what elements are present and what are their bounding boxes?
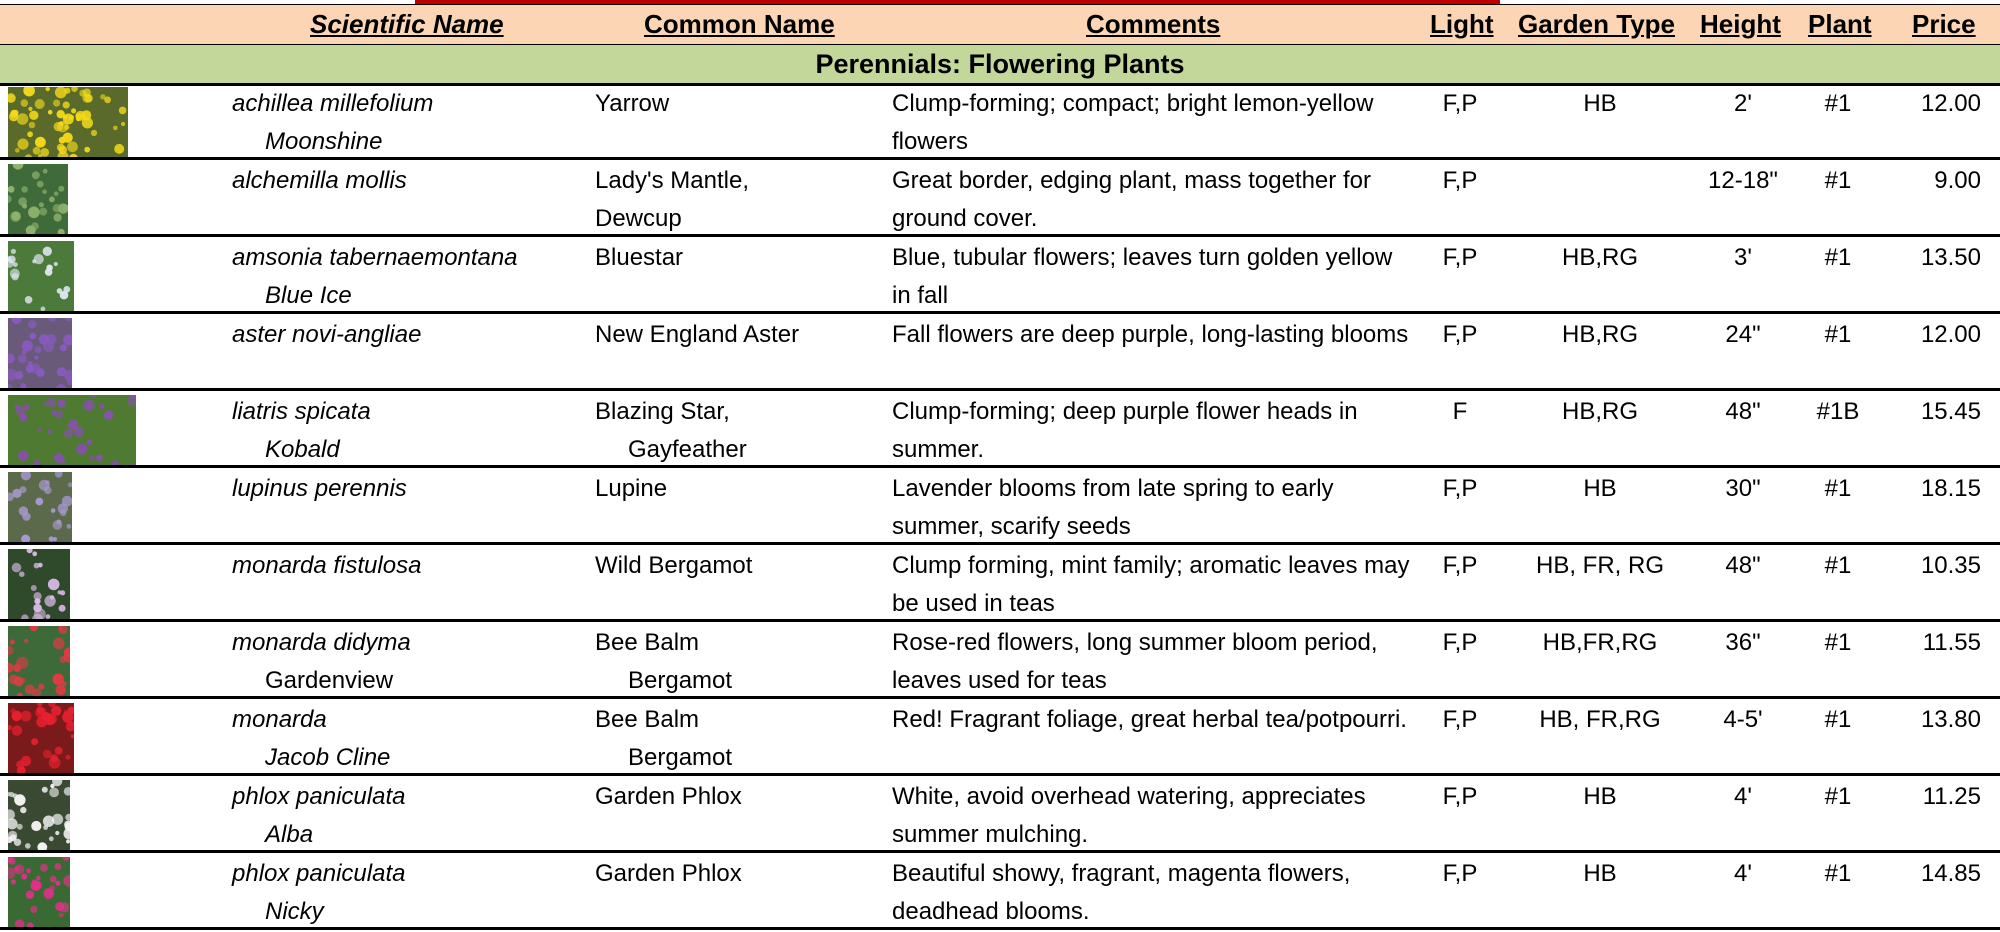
comment-cell: Great border, edging plant, mass together for ground cover. bbox=[892, 167, 1371, 232]
common-name-cell bbox=[595, 316, 799, 354]
light-cell: F,P bbox=[1442, 90, 1478, 117]
pale-blue-flower-photo bbox=[8, 241, 74, 313]
common-name-cell bbox=[595, 547, 752, 585]
header-common-name[interactable]: Common Name bbox=[644, 9, 835, 39]
table-row[interactable] bbox=[0, 701, 2000, 776]
common-name: Lupine bbox=[595, 475, 668, 502]
plant-size-cell: #1 bbox=[1824, 552, 1852, 579]
header-light[interactable]: Light bbox=[1430, 9, 1494, 39]
plant-size-cell: #1 bbox=[1824, 860, 1852, 887]
scientific-name-cell bbox=[232, 470, 407, 508]
scientific-name: monarda fistulosa bbox=[232, 552, 422, 579]
common-name-cell bbox=[595, 701, 732, 776]
scientific-name-cell bbox=[232, 778, 405, 853]
scientific-name: monarda didyma bbox=[232, 629, 411, 656]
height-cell: 4' bbox=[1734, 783, 1752, 810]
common-name-alt: Dewcup bbox=[595, 205, 682, 232]
cultivar-name: Gardenview bbox=[265, 667, 394, 694]
plant-size-cell: #1 bbox=[1824, 167, 1852, 194]
scientific-name: aster novi-angliae bbox=[232, 321, 422, 348]
pink-bergamot-photo bbox=[8, 549, 70, 621]
scientific-name-cell bbox=[232, 701, 390, 776]
header-height[interactable]: Height bbox=[1700, 9, 1781, 39]
scientific-name-cell bbox=[232, 316, 421, 354]
common-name-cell bbox=[595, 624, 732, 699]
header-garden-type[interactable]: Garden Type bbox=[1518, 9, 1676, 39]
header-scientific-name[interactable]: Scientific Name bbox=[310, 9, 504, 39]
comment-cell: Red! Fragrant foliage, great herbal tea/potpourri. bbox=[892, 706, 1407, 733]
header-plant[interactable]: Plant bbox=[1808, 9, 1872, 39]
scientific-name-cell bbox=[232, 547, 421, 585]
height-cell: 24" bbox=[1725, 321, 1761, 348]
red-flower-photo bbox=[8, 703, 74, 775]
light-cell: F,P bbox=[1442, 706, 1478, 733]
scientific-name: phlox paniculata bbox=[232, 860, 406, 887]
price-cell: 13.50 bbox=[1920, 244, 1981, 271]
column-header-row bbox=[0, 4, 2000, 45]
scientific-name: alchemilla mollis bbox=[232, 167, 407, 194]
section-header-row bbox=[0, 44, 2000, 86]
common-name-cell bbox=[595, 778, 742, 816]
scientific-name-cell bbox=[232, 239, 518, 314]
cultivar-name: Moonshine bbox=[265, 128, 383, 155]
light-cell: F,P bbox=[1442, 629, 1478, 656]
plant-size-cell: #1 bbox=[1824, 706, 1852, 733]
yellow-flower-photo bbox=[8, 87, 128, 159]
light-cell: F,P bbox=[1442, 244, 1478, 271]
comment-cell: Clump forming, mint family; aromatic leaves may be used in teas bbox=[892, 552, 1410, 617]
light-cell: F,P bbox=[1442, 860, 1478, 887]
common-name-cell bbox=[595, 393, 747, 468]
comment-cell: Clump-forming; deep purple flower heads in summer. bbox=[892, 398, 1358, 463]
common-name: Garden Phlox bbox=[595, 860, 742, 887]
common-name: New England Aster bbox=[595, 321, 800, 348]
common-name: Bluestar bbox=[595, 244, 684, 271]
garden-type-cell: HB bbox=[1583, 475, 1617, 502]
common-name: Bee Balm bbox=[595, 629, 700, 656]
cultivar-name: Blue Ice bbox=[265, 282, 352, 309]
table-row[interactable] bbox=[0, 547, 2000, 622]
price-cell: 12.00 bbox=[1920, 321, 1981, 348]
scientific-name: lupinus perennis bbox=[232, 475, 407, 502]
price-cell: 13.80 bbox=[1920, 706, 1981, 733]
plant-size-cell: #1 bbox=[1824, 90, 1852, 117]
garden-type-cell: HB,RG bbox=[1561, 398, 1638, 425]
height-cell: 12-18" bbox=[1708, 167, 1778, 194]
garden-type-cell: HB,FR,RG bbox=[1542, 629, 1658, 656]
common-name-cell bbox=[595, 85, 669, 123]
common-name: Bee Balm bbox=[595, 706, 700, 733]
light-cell: F,P bbox=[1442, 552, 1478, 579]
height-cell: 48" bbox=[1725, 398, 1761, 425]
magenta-phlox-photo bbox=[8, 857, 70, 929]
scientific-name: amsonia tabernaemontana bbox=[232, 244, 518, 271]
light-cell: F,P bbox=[1442, 783, 1478, 810]
height-cell: 3' bbox=[1734, 244, 1752, 271]
garden-type-cell: HB bbox=[1583, 783, 1617, 810]
rose-red-flower-photo bbox=[8, 626, 70, 698]
common-name: Lady's Mantle, bbox=[595, 167, 749, 194]
common-name: Blazing Star, bbox=[595, 398, 730, 425]
comment-cell: Beautiful showy, fragrant, magenta flowers, deadhead blooms. bbox=[892, 860, 1351, 925]
comment-cell: Blue, tubular flowers; leaves turn golden yellow in fall bbox=[892, 244, 1393, 309]
cultivar-name: Alba bbox=[265, 821, 314, 848]
header-comments[interactable]: Comments bbox=[1086, 9, 1221, 39]
plant-size-cell: #1 bbox=[1824, 321, 1852, 348]
scientific-name: liatris spicata bbox=[232, 398, 371, 425]
height-cell: 4-5' bbox=[1723, 706, 1763, 733]
plant-size-cell: #1B bbox=[1816, 398, 1860, 425]
cultivar-name: Kobald bbox=[265, 436, 340, 463]
comment-cell: Fall flowers are deep purple, long-lasting blooms bbox=[892, 321, 1409, 348]
common-name-alt: Gayfeather bbox=[628, 436, 747, 463]
scientific-name-cell bbox=[232, 855, 405, 930]
purple-aster-photo bbox=[8, 318, 72, 390]
table-row[interactable] bbox=[0, 316, 2000, 391]
table-row[interactable] bbox=[0, 778, 2000, 853]
common-name-cell bbox=[595, 162, 749, 237]
common-name-cell bbox=[595, 239, 683, 277]
price-cell: 10.35 bbox=[1920, 552, 1981, 579]
price-cell: 11.25 bbox=[1922, 783, 1981, 810]
header-price[interactable]: Price bbox=[1912, 9, 1976, 39]
white-phlox-photo bbox=[8, 780, 70, 852]
plant-size-cell: #1 bbox=[1824, 244, 1852, 271]
section-title: Perennials: Flowering Plants bbox=[815, 49, 1185, 79]
garden-type-cell: HB,RG bbox=[1561, 321, 1638, 348]
common-name-cell bbox=[595, 470, 667, 508]
common-name-alt: Bergamot bbox=[628, 667, 733, 694]
scientific-name-cell bbox=[232, 393, 371, 468]
height-cell: 36" bbox=[1725, 629, 1761, 656]
comment-cell: Lavender blooms from late spring to early summer, scarify seeds bbox=[892, 475, 1334, 540]
green-leaf-photo bbox=[8, 164, 68, 236]
light-cell: F bbox=[1452, 398, 1468, 425]
light-cell: F,P bbox=[1442, 167, 1478, 194]
table-row[interactable] bbox=[0, 239, 2000, 314]
plant-size-cell: #1 bbox=[1824, 475, 1852, 502]
table-row[interactable] bbox=[0, 85, 2000, 160]
table-row[interactable] bbox=[0, 470, 2000, 545]
scientific-name-cell bbox=[232, 85, 433, 160]
plant-size-cell: #1 bbox=[1824, 783, 1852, 810]
garden-type-cell: HB bbox=[1583, 90, 1617, 117]
common-name: Garden Phlox bbox=[595, 783, 742, 810]
price-cell: 18.15 bbox=[1920, 475, 1981, 502]
scientific-name-cell bbox=[232, 624, 411, 699]
scientific-name: phlox paniculata bbox=[232, 783, 406, 810]
lavender-lupine-photo bbox=[8, 472, 72, 544]
light-cell: F,P bbox=[1442, 475, 1478, 502]
height-cell: 30" bbox=[1725, 475, 1761, 502]
common-name: Yarrow bbox=[595, 90, 670, 117]
common-name: Wild Bergamot bbox=[595, 552, 753, 579]
comment-cell: White, avoid overhead watering, appreciates summer mulching. bbox=[892, 783, 1366, 848]
common-name-cell bbox=[595, 855, 742, 893]
scientific-name-cell bbox=[232, 162, 407, 200]
height-cell: 2' bbox=[1734, 90, 1752, 117]
price-cell: 11.55 bbox=[1922, 629, 1981, 656]
table-row[interactable] bbox=[0, 393, 2000, 468]
height-cell: 48" bbox=[1725, 552, 1761, 579]
table-row[interactable] bbox=[0, 855, 2000, 930]
comment-cell: Rose-red flowers, long summer bloom period, leaves used for teas bbox=[892, 629, 1378, 694]
common-name-alt: Bergamot bbox=[628, 744, 733, 771]
plant-size-cell: #1 bbox=[1824, 629, 1852, 656]
price-cell: 14.85 bbox=[1920, 860, 1981, 887]
purple-spike-photo bbox=[8, 395, 136, 467]
garden-type-cell: HB, FR,RG bbox=[1539, 706, 1661, 733]
scientific-name: monarda bbox=[232, 706, 327, 733]
height-cell: 4' bbox=[1734, 860, 1752, 887]
comment-cell: Clump-forming; compact; bright lemon-yellow flowers bbox=[892, 90, 1374, 155]
price-cell: 12.00 bbox=[1920, 90, 1981, 117]
table-row[interactable] bbox=[0, 162, 2000, 237]
price-cell: 15.45 bbox=[1920, 398, 1981, 425]
price-cell: 9.00 bbox=[1934, 167, 1981, 194]
garden-type-cell: HB bbox=[1583, 860, 1617, 887]
cultivar-name: Nicky bbox=[265, 898, 324, 925]
light-cell: F,P bbox=[1442, 321, 1478, 348]
garden-type-cell: HB, FR, RG bbox=[1535, 552, 1664, 579]
table-row[interactable] bbox=[0, 624, 2000, 699]
garden-type-cell: HB,RG bbox=[1561, 244, 1638, 271]
scientific-name: achillea millefolium bbox=[232, 90, 434, 117]
cultivar-name: Jacob Cline bbox=[265, 744, 391, 771]
